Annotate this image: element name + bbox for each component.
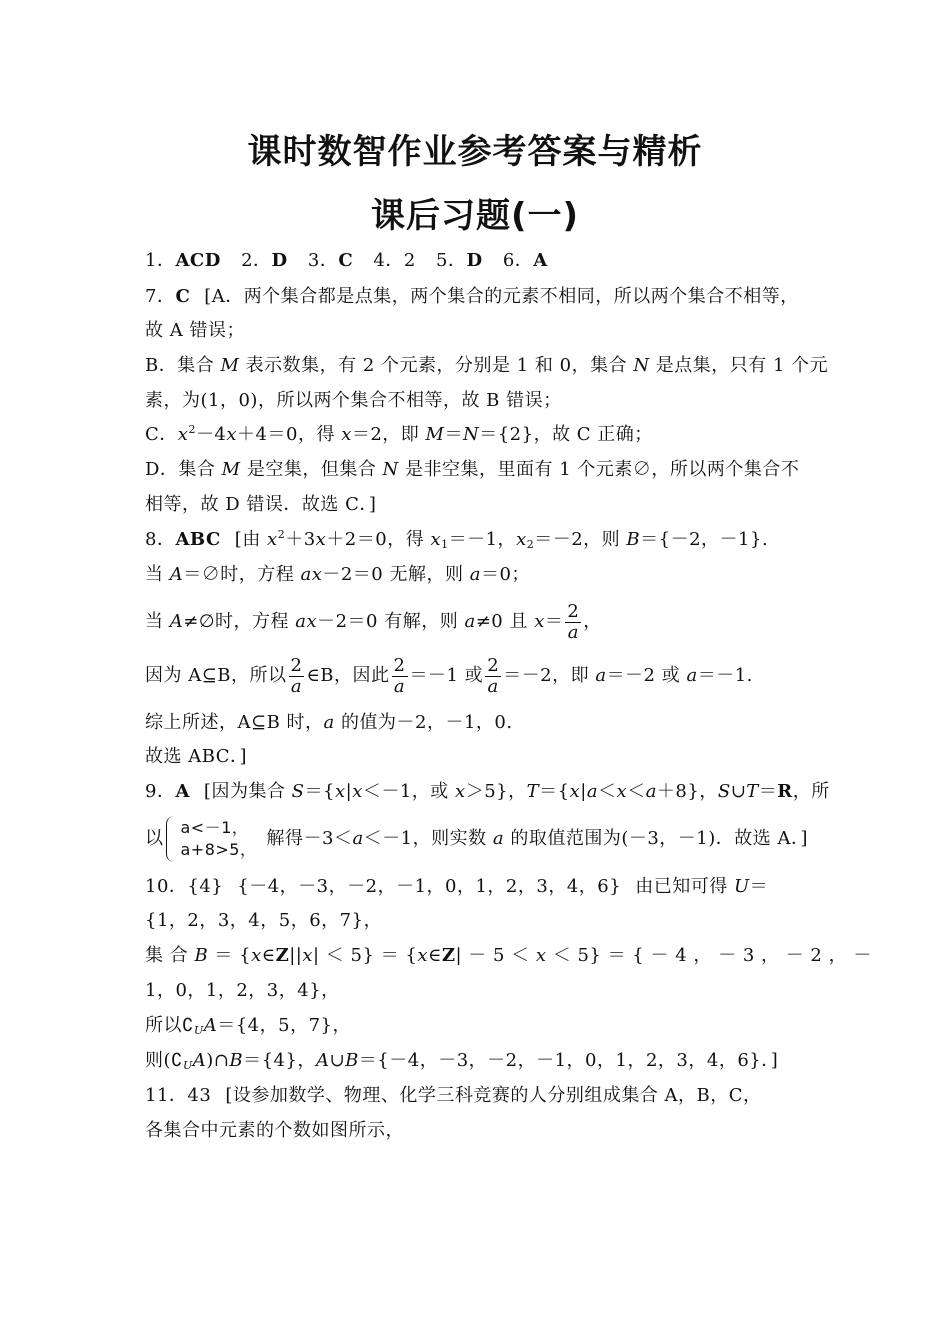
inequality-system: a<－1， a+8>5， [180,818,257,859]
q7-line-7: 相等，故 D 错误．故选 C．] [145,494,377,515]
q8-line-2: 当 A＝∅时，方程 ax－2＝0 无解，则 a＝0； [145,564,530,585]
answer-11: 43 [187,1085,212,1106]
q8-line-6: 故选 ABC．] [145,746,248,767]
answer-2: D [271,250,288,271]
q8-line-1: 8．ABC [由 $x^2+3x+2=0$，得 $x_1=-1$，$x_2=-2$，则 B＝{－2，－1}. [145,528,769,551]
q10-line-2: {1，2，3，4，5，6，7}， [145,910,383,931]
q8-line-5: 综上所述，A⊆B 时，a 的值为－2，－1，0. [145,712,513,733]
q11-line-2: 各集合中元素的个数如图所示， [145,1120,404,1141]
system-brace [166,816,175,862]
q10-line-5: 所以$∁_UA=\{4$，5，7}， [145,1015,351,1037]
q10-line-3: 集 合 B ＝ {x∈Z||x| ＜ 5} ＝ {x∈Z| － 5 ＜ x ＜ 5} ＝ { － 4 ， － 3 ， － 2 ， － [145,945,872,966]
answer-6: A [533,250,548,271]
q8-line-3: 当 A≠∅时，方程 ax－2＝0 有解，则 a≠0 且 x＝ $\frac{2}{a}$ ， [145,600,602,643]
q10-line-6: 则$(∁_UA)\cap B=\{4\}$，A∪B＝{－4，－3，－2，－1，0，1，2，3，4，6}．] [145,1050,779,1072]
q9-line-1: 9．A [因为集合 S＝{x|x＜－1，或 x＞5}，T＝{x|a＜x＜a＋8}，S∪T＝R，所 [145,781,830,802]
q8-line-4: 因为 A⊆B，所以 $\frac{2}{a}$ ∈B，因此 $\frac{2}{a}$ ＝－1 或 $\frac{2}{a}$ ＝－2，即 a＝－2 或 a＝－1. [145,654,753,697]
answer-5: D [466,250,483,271]
answers-1-6: 1．ACD 2．D 3．C 4．2 5．D 6．A [145,250,548,271]
answer-7: C [175,286,191,307]
q7-line-2: 故 A 错误； [145,320,245,341]
fraction-2-over-a: $\frac{2}{a}$ [567,600,580,643]
answer-1: ACD [175,250,221,271]
q7-line-3: B．集合 M 表示数集，有 2 个元素，分别是 1 和 0，集合 N 是点集，只有 1 个元 [145,355,829,376]
answer-9: A [175,781,190,802]
q9-line-2: 以 a<－1， a+8>5， 解得－3＜a＜－1，则实数 a 的取值范围为(－3，－1)．故选 A．] [145,814,825,864]
answer-4: 2 [403,250,416,271]
q7-line-1: 7．C [A．两个集合都是点集，两个集合的元素不相同，所以两个集合不相等， [145,286,799,307]
page-title: 课时数智作业参考答案与精析 [247,132,703,172]
q11-line-1: 11．43 [设参加数学、物理、化学三科竞赛的人分别组成集合 A，B，C， [145,1085,762,1106]
answer-8: ABC [175,529,221,550]
section-title: 课后习题(一) [370,196,580,236]
q7-line-4: 素，为(1，0)，所以两个集合不相等，故 B 错误； [145,390,562,411]
q7-line-6: D．集合 M 是空集，但集合 N 是非空集，里面有 1 个元素∅，所以两个集合不 [145,459,800,480]
answer-3: C [338,250,354,271]
q10-line-4: 1，0，1，2，3，4}， [145,980,340,1001]
answer-10: {4} [187,876,224,897]
q10-line-1: 10．{4} {－4，－3，－2，－1，0，1，2，3，4，6} 由已知可得 U＝ [145,876,769,897]
q7-line-5: C．$x^2-4x+4=0$，得 x＝2，即 M＝N＝{2}，故 C 正确； [145,423,653,445]
